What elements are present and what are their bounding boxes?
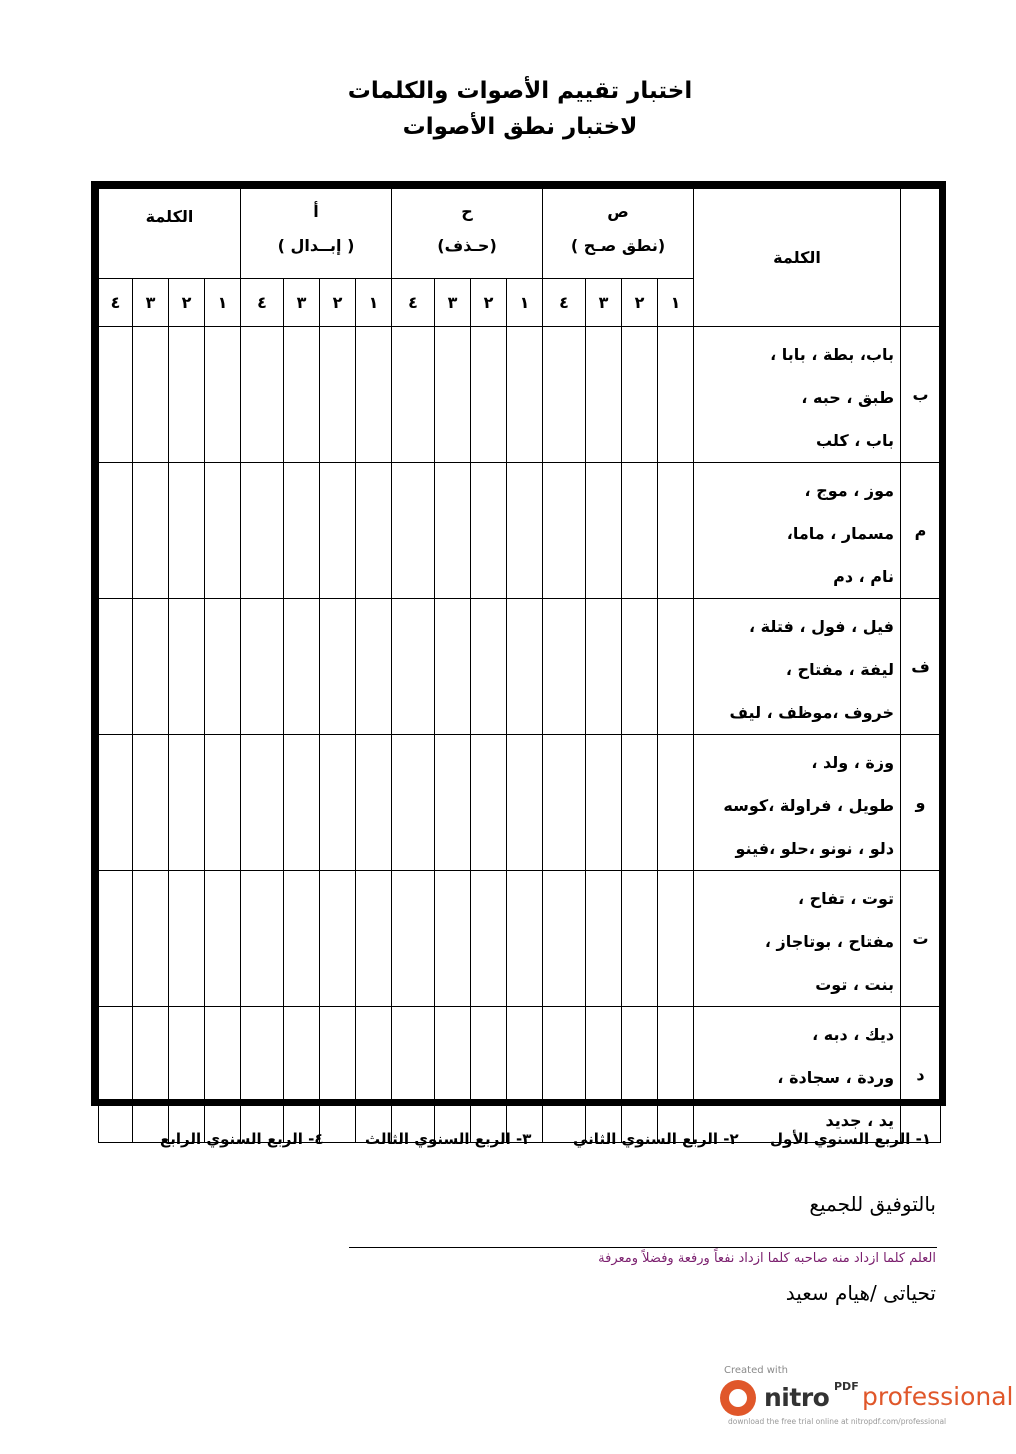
score-cell[interactable]	[392, 599, 435, 735]
score-cell[interactable]	[586, 463, 622, 599]
score-cell[interactable]	[586, 327, 622, 463]
header-row	[99, 189, 941, 279]
score-cell[interactable]	[205, 327, 241, 463]
score-cell[interactable]	[392, 735, 435, 871]
watermark-pdf: PDF	[834, 1380, 859, 1393]
quarter-number: ٤	[543, 279, 586, 327]
table-row	[99, 599, 941, 735]
group-label: (نطق صـح )	[570, 236, 666, 255]
score-cell[interactable]	[435, 327, 471, 463]
quarter-number: ٤	[241, 279, 284, 327]
score-cell[interactable]	[320, 463, 356, 599]
score-cell[interactable]	[99, 871, 133, 1007]
score-cell[interactable]	[471, 327, 507, 463]
corner-cell	[901, 189, 941, 327]
score-cell[interactable]	[392, 1007, 435, 1143]
word-line: مسمار ، ماما،	[786, 524, 895, 543]
score-cell[interactable]	[435, 1007, 471, 1143]
score-cell[interactable]	[284, 735, 320, 871]
score-cell[interactable]	[99, 599, 133, 735]
score-cell[interactable]	[507, 1007, 543, 1143]
score-cell[interactable]	[133, 1007, 169, 1143]
score-cell[interactable]	[99, 327, 133, 463]
score-cell[interactable]	[133, 599, 169, 735]
score-cell[interactable]	[543, 1007, 586, 1143]
score-cell[interactable]	[205, 1007, 241, 1143]
score-cell[interactable]	[356, 463, 392, 599]
score-cell[interactable]	[169, 1007, 205, 1143]
row-letter: د	[901, 1007, 941, 1143]
score-cell[interactable]	[658, 599, 694, 735]
score-cell[interactable]	[320, 599, 356, 735]
score-cell[interactable]	[392, 871, 435, 1007]
group-letter: أ	[313, 202, 319, 221]
page-subtitle: لاختبار نطق الأصوات	[402, 114, 638, 140]
signature-divider	[349, 1247, 937, 1248]
word-line: طبق ، حبه ،	[801, 388, 895, 407]
score-cell[interactable]	[241, 463, 284, 599]
score-cell[interactable]	[471, 735, 507, 871]
score-cell[interactable]	[99, 735, 133, 871]
score-cell[interactable]	[99, 463, 133, 599]
word-line: وزة ، ولد ،	[811, 753, 895, 772]
word-line: مفتاح ، بوتاجاز ،	[764, 932, 895, 951]
score-cell[interactable]	[471, 871, 507, 1007]
quarter-number: ٣	[284, 279, 320, 327]
score-cell[interactable]	[435, 599, 471, 735]
score-cell[interactable]	[241, 599, 284, 735]
page-title: اختبار تقييم الأصوات والكلمات	[347, 78, 693, 104]
score-cell[interactable]	[205, 735, 241, 871]
score-cell[interactable]	[543, 327, 586, 463]
quarter-number: ٤	[99, 279, 133, 327]
group-label: ( إبــدال )	[277, 236, 355, 255]
quarter-number: ٢	[169, 279, 205, 327]
table-body	[99, 327, 941, 1143]
group-header-correct	[543, 189, 694, 279]
score-cell[interactable]	[507, 735, 543, 871]
score-cell[interactable]	[622, 735, 658, 871]
score-cell[interactable]	[133, 735, 169, 871]
score-cell[interactable]	[284, 327, 320, 463]
score-cell[interactable]	[99, 1007, 133, 1143]
row-letter: م	[901, 463, 941, 599]
score-cell[interactable]	[507, 327, 543, 463]
word-line: باب، بطة ، بابا ،	[770, 345, 895, 364]
score-cell[interactable]	[356, 735, 392, 871]
row-words	[694, 1007, 901, 1143]
legend-q4: ٤- الربع السنوي الرابع	[160, 1130, 324, 1148]
group-letter: ص	[607, 202, 629, 221]
score-cell[interactable]	[169, 327, 205, 463]
row-words	[694, 871, 901, 1007]
score-cell[interactable]	[169, 871, 205, 1007]
score-cell[interactable]	[586, 1007, 622, 1143]
score-cell[interactable]	[284, 463, 320, 599]
quote-text: العلم كلما ازداد منه صاحبه كلما ازداد نفعاً ورفعة وفضلاً ومعرفة	[598, 1251, 936, 1266]
score-cell[interactable]	[622, 1007, 658, 1143]
score-cell[interactable]	[471, 1007, 507, 1143]
score-cell[interactable]	[356, 599, 392, 735]
table-row	[99, 1007, 941, 1143]
score-cell[interactable]	[356, 327, 392, 463]
quarter-number: ٣	[586, 279, 622, 327]
score-cell[interactable]	[622, 327, 658, 463]
score-cell[interactable]	[435, 735, 471, 871]
word-line: يد ، جديد	[825, 1111, 895, 1130]
row-words	[694, 463, 901, 599]
word-line: وردة ، سجادة ،	[777, 1068, 895, 1087]
word-line: ليفة ، مفتاح ،	[785, 660, 895, 679]
legend-q2: ٢- الربع السنوي الثاني	[573, 1130, 739, 1148]
score-cell[interactable]	[658, 327, 694, 463]
score-cell[interactable]	[586, 735, 622, 871]
score-cell[interactable]	[622, 599, 658, 735]
nitro-watermark	[718, 1365, 1014, 1435]
table-row	[99, 327, 941, 463]
watermark-tagline: download the free trial online at nitropdf.com/professional	[728, 1417, 947, 1426]
nitro-logo-icon	[720, 1380, 756, 1416]
signature: تحياتى /هيام سعيد	[785, 1281, 936, 1305]
score-cell[interactable]	[356, 1007, 392, 1143]
quarter-number: ١	[356, 279, 392, 327]
score-cell[interactable]	[320, 1007, 356, 1143]
score-cell[interactable]	[658, 1007, 694, 1143]
score-cell[interactable]	[658, 735, 694, 871]
score-cell[interactable]	[205, 599, 241, 735]
group-letter: ح	[461, 202, 473, 221]
word-line: بنت ، توت	[815, 975, 895, 994]
score-cell[interactable]	[284, 1007, 320, 1143]
score-cell[interactable]	[169, 599, 205, 735]
score-cell[interactable]	[205, 871, 241, 1007]
score-cell[interactable]	[392, 463, 435, 599]
row-letter: و	[901, 735, 941, 871]
quarter-number: ٤	[392, 279, 435, 327]
score-cell[interactable]	[205, 463, 241, 599]
score-cell[interactable]	[133, 871, 169, 1007]
score-cell[interactable]	[241, 327, 284, 463]
score-cell[interactable]	[622, 463, 658, 599]
word-line: ديك ، دبه ،	[812, 1025, 895, 1044]
word-line: دلو ، نونو ،حلو ،فينو	[735, 839, 895, 858]
score-cell[interactable]	[658, 871, 694, 1007]
quarter-number: ٢	[622, 279, 658, 327]
quarter-number: ٣	[133, 279, 169, 327]
score-cell[interactable]	[507, 871, 543, 1007]
score-cell[interactable]	[169, 735, 205, 871]
group-header-word: الكلمة	[99, 189, 241, 279]
watermark-edition: professional	[862, 1382, 1014, 1411]
score-cell[interactable]	[133, 463, 169, 599]
row-words	[694, 599, 901, 735]
score-cell[interactable]	[133, 327, 169, 463]
quarter-number: ١	[507, 279, 543, 327]
score-cell[interactable]	[622, 871, 658, 1007]
score-cell[interactable]	[241, 871, 284, 1007]
score-cell[interactable]	[471, 599, 507, 735]
score-cell[interactable]	[435, 871, 471, 1007]
score-cell[interactable]	[658, 463, 694, 599]
quarter-number: ٣	[435, 279, 471, 327]
legend-q3: ٣- الربع السنوي الثالث	[365, 1130, 532, 1148]
score-cell[interactable]	[507, 599, 543, 735]
score-cell[interactable]	[586, 871, 622, 1007]
watermark-created: Created with	[724, 1365, 788, 1376]
score-cell[interactable]	[284, 871, 320, 1007]
score-cell[interactable]	[356, 871, 392, 1007]
quarter-number: ٢	[471, 279, 507, 327]
word-line: طويل ، فراولة ،كوسه	[723, 796, 895, 815]
group-label: (حـذف)	[437, 236, 497, 255]
quarter-number: ١	[658, 279, 694, 327]
score-cell[interactable]	[586, 599, 622, 735]
quarter-number: ١	[205, 279, 241, 327]
quarter-number: ٢	[320, 279, 356, 327]
score-cell[interactable]	[320, 327, 356, 463]
table-row	[99, 871, 941, 1007]
score-cell[interactable]	[169, 463, 205, 599]
score-cell[interactable]	[241, 1007, 284, 1143]
score-cell[interactable]	[543, 735, 586, 871]
word-line: موز ، موج ،	[804, 481, 895, 500]
row-letter: ب	[901, 327, 941, 463]
word-line: فيل ، فول ، فتلة ،	[749, 617, 895, 636]
score-cell[interactable]	[320, 871, 356, 1007]
score-cell[interactable]	[543, 463, 586, 599]
score-cell[interactable]	[507, 463, 543, 599]
row-letter: ت	[901, 871, 941, 1007]
group-header-substitution	[241, 189, 392, 279]
word-line: نام ، دم	[833, 567, 895, 586]
row-words	[694, 735, 901, 871]
word-line: خروف ،موظف ، ليف	[729, 703, 895, 722]
assessment-table-frame	[91, 181, 946, 1130]
score-cell[interactable]	[392, 327, 435, 463]
group-header-omission	[392, 189, 543, 279]
row-words	[694, 327, 901, 463]
score-cell[interactable]	[543, 599, 586, 735]
watermark-brand: nitro	[764, 1383, 830, 1412]
word-header: الكلمة	[694, 189, 901, 327]
score-cell[interactable]	[241, 735, 284, 871]
row-letter: ف	[901, 599, 941, 735]
assessment-table	[98, 188, 941, 1143]
table-row	[99, 735, 941, 871]
score-cell[interactable]	[543, 871, 586, 1007]
score-cell[interactable]	[471, 463, 507, 599]
table-row	[99, 463, 941, 599]
closing-note: بالتوفيق للجميع	[809, 1192, 936, 1216]
word-line: توت ، تفاح ،	[797, 889, 895, 908]
score-cell[interactable]	[320, 735, 356, 871]
word-line: باب ، كلب	[815, 431, 895, 450]
legend-q1: ١- الربع السنوي الأول	[770, 1130, 931, 1148]
score-cell[interactable]	[435, 463, 471, 599]
score-cell[interactable]	[284, 599, 320, 735]
